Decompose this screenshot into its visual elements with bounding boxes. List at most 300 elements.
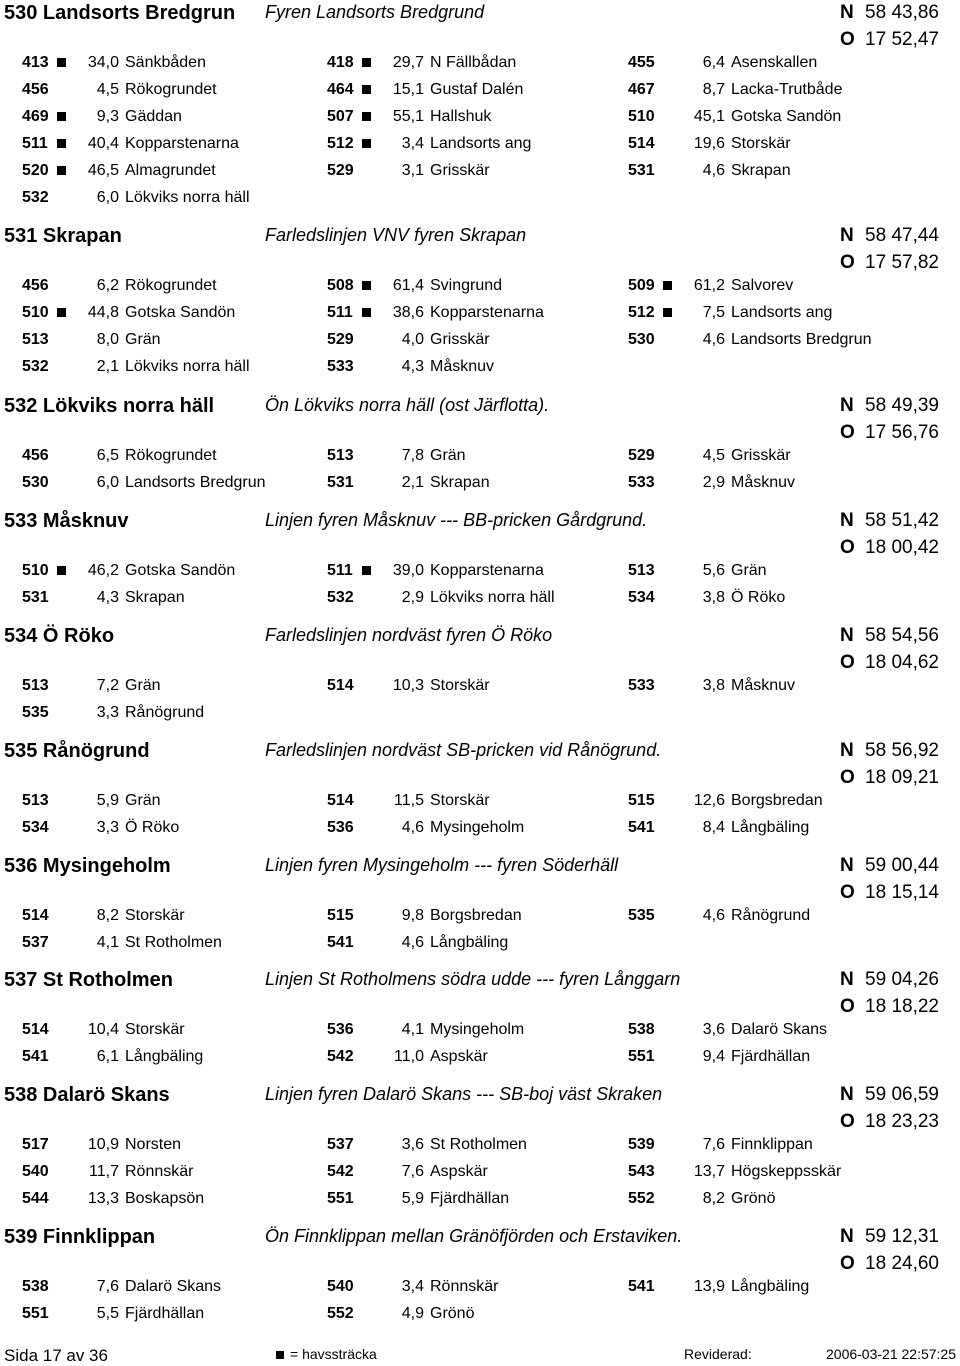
destination-name: Storskär [430,792,490,809]
destination-code: 541 [628,819,655,836]
section-header [0,623,960,673]
distance-value: 2,1 [401,474,424,491]
longitude-value: 18 09,21 [865,767,939,788]
distance-value: 9,3 [96,108,119,125]
destination-name: Grän [125,792,161,809]
distance-value: 5,6 [702,562,725,579]
latitude-value: 58 51,42 [865,510,939,531]
destination-name: Ö Röko [731,589,786,606]
latitude-value: 58 49,39 [865,395,939,416]
distance-value: 11,7 [89,1163,119,1180]
location-section [0,508,960,623]
distance-value: 46,2 [87,562,119,579]
distance-value: 6,5 [96,447,119,464]
destination-code: 469 [22,108,49,125]
section-header [0,853,960,903]
destination-name: Långbäling [731,1278,810,1295]
destination-code: 532 [22,358,49,375]
destination-code: 552 [628,1190,655,1207]
latitude-value: 58 43,86 [865,2,939,23]
destination-name: Sänkbåden [125,54,206,71]
distance-value: 4,6 [401,819,424,836]
destination-name: Ö Röko [125,819,180,836]
latitude [840,0,939,26]
destination-name: Långbäling [731,819,810,836]
distance-value: 8,2 [702,1190,725,1207]
destination-code: 551 [327,1190,354,1207]
distance-value: 7,6 [96,1278,119,1295]
destination-code: 532 [327,589,354,606]
longitude-label: O [840,422,855,443]
destination-code: 510 [628,108,655,125]
section-header [0,393,960,443]
distance-value: 6,4 [702,54,725,71]
destination-code: 513 [22,677,49,694]
distance-value: 3,4 [401,1278,424,1295]
destination-name: Aspskär [430,1163,488,1180]
distance-value: 3,6 [401,1136,424,1153]
sea-distance-marker-icon [57,112,66,121]
location-description: Farledslinjen nordväst SB-pricken vid Rånögrund. [265,740,662,760]
table-row [0,184,960,211]
destination-name: Rönnskär [125,1163,194,1180]
location-section [0,853,960,968]
destination-name: Fjärdhällan [430,1190,510,1207]
distance-value: 8,7 [702,81,725,98]
sea-distance-marker-icon [663,308,672,317]
destination-name: St Rotholmen [125,934,222,951]
destination-code: 537 [327,1136,354,1153]
destination-code: 541 [22,1048,49,1065]
distance-value: 2,1 [96,358,119,375]
distance-table [0,1273,960,1327]
destination-code: 514 [22,907,49,924]
distance-table [0,49,960,211]
destination-name: Lökviks norra häll [125,189,250,206]
destination-code: 456 [22,81,49,98]
destination-name: Måsknuv [731,677,796,694]
destination-code: 510 [22,562,49,579]
distance-value: 5,5 [96,1305,119,1322]
distance-value: 11,0 [394,1048,424,1065]
location-section [0,1082,960,1207]
distance-value: 7,5 [702,304,725,321]
table-row [0,299,960,326]
destination-name: Grönö [731,1190,776,1207]
location-description: Ön Lökviks norra häll (ost Järflotta). [265,395,550,415]
table-row [0,1158,960,1185]
sea-distance-marker-icon [663,281,672,290]
destination-code: 536 [327,1021,354,1038]
destination-name: Rökogrundet [125,81,217,98]
sea-distance-marker-icon [362,112,371,121]
destination-code: 533 [628,677,655,694]
latitude-label: N [840,969,854,990]
distance-value: 10,4 [87,1021,119,1038]
location-description: Fyren Landsorts Bredgrund [265,2,485,22]
longitude-value: 17 57,82 [865,252,939,273]
destination-name: Svingrund [430,277,503,294]
latitude [840,853,939,879]
distance-table [0,557,960,611]
destination-code: 534 [628,589,655,606]
distance-value: 6,1 [96,1048,119,1065]
location-title: 537 St Rotholmen [4,969,173,991]
distance-value: 46,5 [87,162,119,179]
latitude-label: N [840,510,854,531]
destination-code: 514 [628,135,655,152]
destination-code: 531 [327,474,354,491]
destination-code: 455 [628,54,655,71]
destination-code: 542 [327,1048,354,1065]
destination-name: Storskär [125,1021,185,1038]
location-section [0,223,960,375]
distance-value: 6,2 [96,277,119,294]
sea-distance-marker-icon [362,85,371,94]
longitude-label: O [840,29,855,50]
destination-code: 507 [327,108,354,125]
destination-code: 529 [327,331,354,348]
distance-table [0,1131,960,1212]
distance-value: 4,3 [96,589,119,606]
destination-code: 511 [327,304,353,321]
distance-table [0,1016,960,1070]
table-row [0,672,960,699]
destination-name: Borgsbredan [731,792,823,809]
destination-code: 529 [327,162,354,179]
location-section [0,623,960,738]
sea-distance-marker-icon [362,566,371,575]
latitude-label: N [840,225,854,246]
sea-distance-marker-icon [362,308,371,317]
distance-value: 4,0 [401,331,424,348]
location-description: Linjen fyren Dalarö Skans --- SB-boj väst Skraken [265,1084,663,1104]
location-description: Linjen fyren Mysingeholm --- fyren Söderhäll [265,855,619,875]
destination-name: Gotska Sandön [125,304,236,321]
destination-name: N Fällbådan [430,54,517,71]
destination-name: Rökogrundet [125,277,217,294]
destination-name: Rånögrund [125,704,205,721]
destination-name: Rönnskär [430,1278,499,1295]
distance-value: 29,7 [392,54,424,71]
destination-code: 537 [22,934,49,951]
location-title: 533 Måsknuv [4,510,129,532]
destination-name: Måsknuv [430,358,495,375]
table-row [0,272,960,299]
table-row [0,442,960,469]
destination-name: Lacka-Trutbåde [731,81,843,98]
distance-value: 3,1 [401,162,424,179]
destination-code: 552 [327,1305,354,1322]
destination-name: Grän [125,677,161,694]
location-title: 531 Skrapan [4,225,122,247]
destination-code: 517 [22,1136,49,1153]
latitude [840,1082,939,1108]
destination-name: Grisskär [430,162,490,179]
location-section [0,393,960,508]
table-row [0,699,960,726]
distance-table [0,672,960,726]
distance-table [0,272,960,380]
latitude [840,967,939,993]
table-row [0,1016,960,1043]
destination-code: 530 [22,474,49,491]
latitude-value: 59 12,31 [865,1226,939,1247]
distance-value: 5,9 [401,1190,424,1207]
distance-value: 3,8 [702,677,725,694]
distance-value: 44,8 [87,304,119,321]
destination-code: 508 [327,277,354,294]
destination-name: Storskär [731,135,791,152]
destination-name: Kopparstenarna [430,562,544,579]
destination-name: Storskär [125,907,185,924]
destination-code: 509 [628,277,655,294]
distance-value: 61,2 [693,277,725,294]
section-header [0,967,960,1017]
destination-name: Mysingeholm [430,819,525,836]
location-section [0,0,960,206]
destination-code: 551 [22,1305,49,1322]
latitude-value: 59 04,26 [865,969,939,990]
latitude-value: 59 06,59 [865,1084,939,1105]
distance-table [0,442,960,496]
longitude-value: 18 24,60 [865,1253,939,1274]
location-description: Linjen fyren Måsknuv --- BB-pricken Gårdgrund. [265,510,648,530]
latitude [840,393,939,419]
destination-name: Gäddan [125,108,182,125]
longitude-value: 17 52,47 [865,29,939,50]
destination-code: 539 [628,1136,655,1153]
destination-code: 413 [22,54,49,71]
distance-value: 10,9 [87,1136,119,1153]
distance-value: 13,7 [693,1163,725,1180]
sea-distance-marker-icon [57,58,66,67]
destination-name: Almagrundet [125,162,216,179]
location-description: Farledslinjen nordväst fyren Ö Röko [265,625,553,645]
distance-value: 34,0 [87,54,119,71]
distance-value: 6,0 [96,474,119,491]
sea-distance-marker-icon [57,566,66,575]
destination-name: Finnklippan [731,1136,813,1153]
distance-value: 2,9 [401,589,424,606]
destination-name: Storskär [430,677,490,694]
destination-code: 467 [628,81,655,98]
table-row [0,1185,960,1212]
destination-code: 543 [628,1163,655,1180]
distance-value: 4,6 [702,331,725,348]
distance-value: 9,4 [702,1048,725,1065]
sea-distance-marker-icon [276,1351,284,1359]
destination-code: 456 [22,447,49,464]
table-row [0,902,960,929]
table-row [0,929,960,956]
location-title: 539 Finnklippan [4,1226,156,1248]
location-title: 532 Lökviks norra häll [4,395,215,417]
destination-name: Gotska Sandön [731,108,842,125]
destination-name: Lökviks norra häll [125,358,250,375]
destination-name: Grän [731,562,767,579]
table-row [0,1273,960,1300]
location-description: Farledslinjen VNV fyren Skrapan [265,225,527,245]
section-header [0,0,960,50]
distance-table [0,787,960,841]
destination-name: Borgsbredan [430,907,522,924]
destination-code: 535 [628,907,655,924]
destination-name: Kopparstenarna [125,135,239,152]
latitude-value: 58 54,56 [865,625,939,646]
table-row [0,787,960,814]
latitude [840,223,939,249]
location-title: 538 Dalarö Skans [4,1084,170,1106]
revised-date: 2006-03-21 22:57:25 [826,1346,956,1362]
destination-name: Fjärdhällan [125,1305,205,1322]
destination-code: 533 [628,474,655,491]
distance-value: 7,8 [401,447,424,464]
distance-value: 8,4 [702,819,725,836]
location-description: Linjen St Rotholmens södra udde --- fyren Långgarn [265,969,681,989]
destination-code: 551 [628,1048,655,1065]
destination-name: St Rotholmen [430,1136,527,1153]
destination-code: 544 [22,1190,49,1207]
latitude-label: N [840,855,854,876]
destination-name: Landsorts ang [430,135,532,152]
distance-table [0,902,960,956]
destination-code: 456 [22,277,49,294]
sea-distance-marker-icon [362,139,371,148]
section-header [0,738,960,788]
destination-code: 529 [628,447,655,464]
distance-value: 2,9 [702,474,725,491]
sea-distance-marker-icon [57,166,66,175]
longitude-label: O [840,767,855,788]
table-row [0,1131,960,1158]
destination-name: Kopparstenarna [430,304,544,321]
section-header [0,223,960,273]
location-section [0,967,960,1082]
longitude-value: 17 56,76 [865,422,939,443]
destination-name: Måsknuv [731,474,796,491]
distance-value: 55,1 [392,108,424,125]
distance-value: 5,9 [96,792,119,809]
distance-value: 7,6 [401,1163,424,1180]
destination-name: Gustaf Dalén [430,81,524,98]
table-row [0,49,960,76]
distance-value: 4,6 [702,162,725,179]
destination-name: Norsten [125,1136,182,1153]
sea-distance-marker-icon [362,58,371,67]
destination-name: Skrapan [125,589,185,606]
table-row [0,353,960,380]
legend [276,1344,377,1364]
location-title: 530 Landsorts Bredgrun [4,2,236,24]
table-row [0,76,960,103]
destination-name: Landsorts Bredgrun [731,331,872,348]
destination-name: Dalarö Skans [125,1278,222,1295]
longitude-label: O [840,537,855,558]
distance-value: 38,6 [392,304,424,321]
table-row [0,584,960,611]
destination-code: 541 [628,1278,655,1295]
latitude-label: N [840,740,854,761]
latitude [840,738,939,764]
destination-name: Grönö [430,1305,475,1322]
table-row [0,326,960,353]
location-title: 534 Ö Röko [4,625,115,647]
distance-value: 10,3 [392,677,424,694]
destination-name: Lökviks norra häll [430,589,555,606]
destination-code: 540 [327,1278,354,1295]
distance-value: 45,1 [693,108,725,125]
longitude-label: O [840,252,855,273]
destination-code: 511 [22,135,48,152]
destination-code: 540 [22,1163,49,1180]
destination-code: 533 [327,358,354,375]
destination-name: Salvorev [731,277,794,294]
distance-value: 4,6 [401,934,424,951]
destination-name: Rökogrundet [125,447,217,464]
latitude [840,508,939,534]
destination-name: Fjärdhällan [731,1048,811,1065]
destination-code: 538 [22,1278,49,1295]
latitude-label: N [840,395,854,416]
destination-name: Mysingeholm [430,1021,525,1038]
distance-value: 61,4 [392,277,424,294]
destination-name: Rånögrund [731,907,811,924]
latitude-label: N [840,625,854,646]
distance-value: 4,9 [401,1305,424,1322]
latitude-value: 58 47,44 [865,225,939,246]
latitude-value: 59 00,44 [865,855,939,876]
destination-code: 515 [628,792,655,809]
distance-value: 3,3 [96,704,119,721]
latitude-label: N [840,2,854,23]
destination-code: 513 [22,331,49,348]
destination-name: Långbäling [430,934,509,951]
longitude-label: O [840,652,855,673]
distance-value: 8,2 [96,907,119,924]
location-title: 535 Rånögrund [4,740,150,762]
section-header [0,1224,960,1274]
location-title: 536 Mysingeholm [4,855,171,877]
destination-code: 542 [327,1163,354,1180]
distance-value: 40,4 [87,135,119,152]
page-number: Sida 17 av 36 [4,1346,108,1365]
destination-code: 418 [327,54,354,71]
destination-name: Grän [430,447,466,464]
destination-name: Långbäling [125,1048,204,1065]
sea-distance-marker-icon [57,308,66,317]
distance-value: 3,4 [401,135,424,152]
location-description: Ön Finnklippan mellan Gränöfjörden och Erstaviken. [265,1226,683,1246]
distance-value: 12,6 [693,792,725,809]
distance-value: 6,0 [96,189,119,206]
destination-code: 511 [327,562,353,579]
destination-name: Aspskär [430,1048,488,1065]
longitude-value: 18 23,23 [865,1111,939,1132]
distance-value: 4,5 [96,81,119,98]
distance-value: 3,3 [96,819,119,836]
destination-code: 532 [22,189,49,206]
location-section [0,1224,960,1339]
distance-value: 15,1 [392,81,424,98]
section-header [0,1082,960,1132]
destination-code: 531 [628,162,655,179]
destination-name: Grisskär [731,447,791,464]
distance-value: 4,5 [702,447,725,464]
latitude-label: N [840,1084,854,1105]
distance-value: 7,2 [96,677,119,694]
destination-code: 536 [327,819,354,836]
